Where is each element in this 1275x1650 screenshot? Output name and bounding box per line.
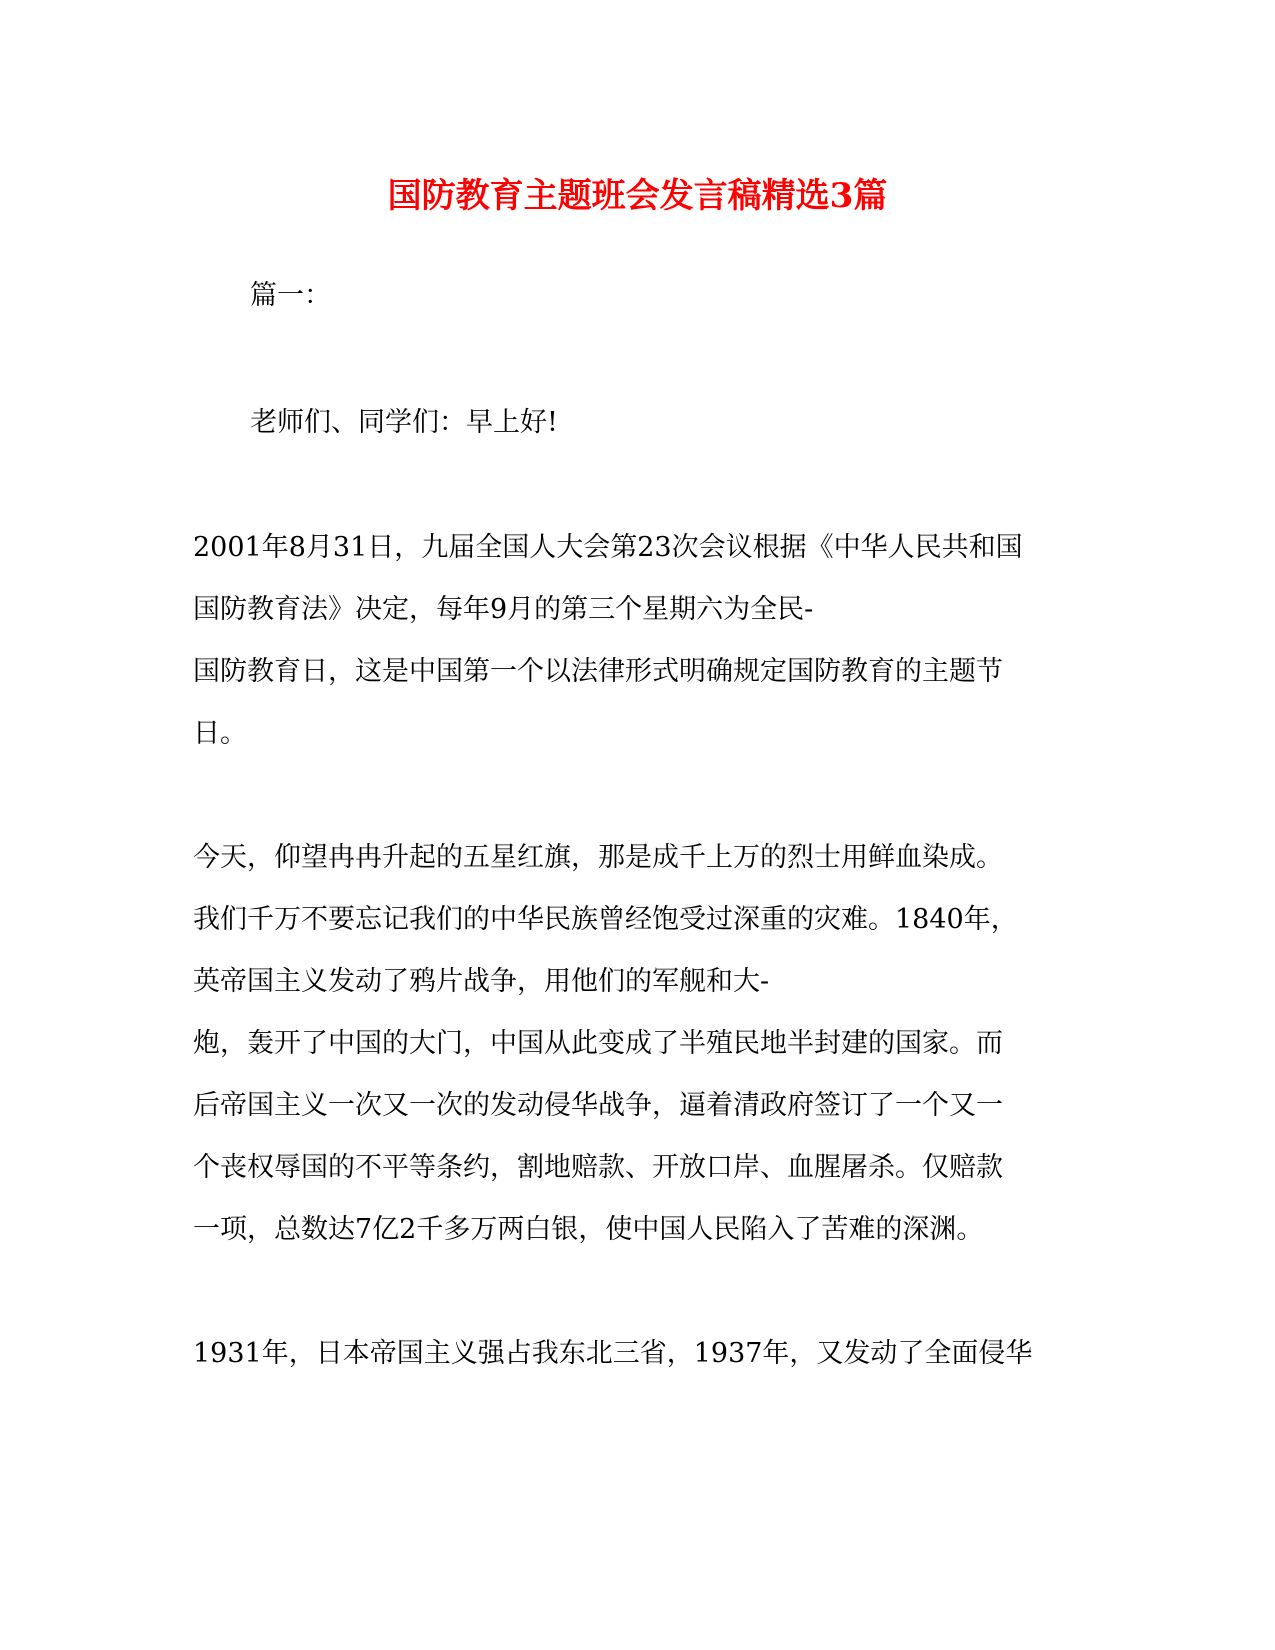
paragraph-line: 国防教育法》决定，每年9月的第三个星期六为全民- [193, 594, 814, 625]
greeting: 老师们、同学们：早上好! [250, 407, 558, 438]
document-title: 国防教育主题班会发言稿精选3篇 [387, 176, 888, 216]
paragraph-line: 国防教育日，这是中国第一个以法律形式明确规定国防教育的主题节 [193, 656, 1003, 687]
paragraph-line: 英帝国主义发动了鸦片战争，用他们的军舰和大- [193, 966, 770, 997]
paragraph-line: 我们千万不要忘记我们的中华民族曾经饱受过深重的灾难。1840年， [193, 904, 1018, 935]
paragraph-line: 2001年8月31日，九届全国人大会第23次会议根据《中华人民共和国 [193, 532, 1023, 563]
paragraph-line: 日。 [193, 718, 247, 749]
paragraph-line: 炮，轰开了中国的大门，中国从此变成了半殖民地半封建的国家。而 [193, 1028, 1003, 1059]
paragraph-line: 一项，总数达7亿2千多万两白银，使中国人民陷入了苦难的深渊。 [193, 1214, 984, 1245]
paragraph-line: 今天，仰望冉冉升起的五星红旗，那是成千上万的烈士用鲜血染成。 [193, 842, 1003, 873]
paragraph-line: 后帝国主义一次又一次的发动侵华战争，逼着清政府签订了一个又一 [193, 1090, 1003, 1121]
section-heading: 篇一： [250, 280, 331, 311]
paragraph-line: 个丧权辱国的不平等条约，割地赔款、开放口岸、血腥屠杀。仅赔款 [193, 1152, 1003, 1183]
paragraph-line: 1931年，日本帝国主义强占我东北三省，1937年，又发动了全面侵华 [193, 1338, 1033, 1369]
